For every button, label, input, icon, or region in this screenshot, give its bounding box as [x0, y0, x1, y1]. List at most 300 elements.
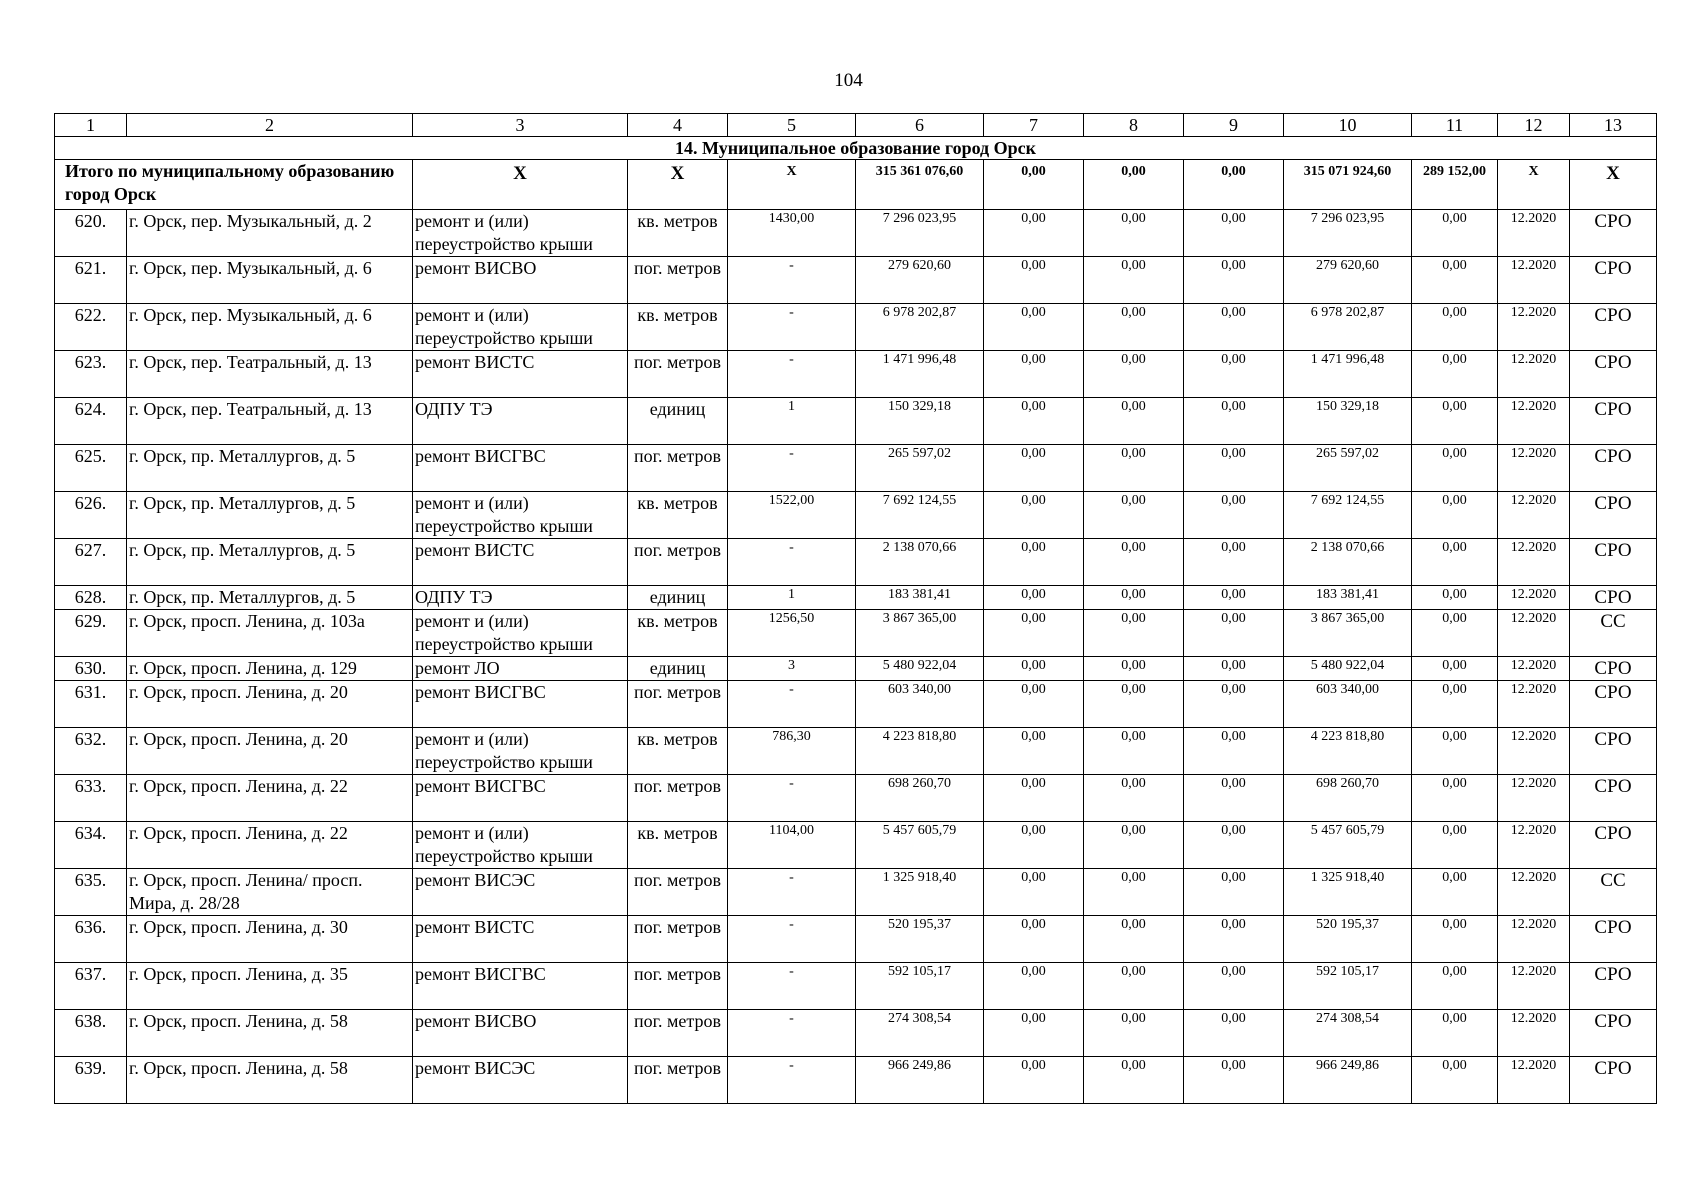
quantity-cell: 786,30 [728, 728, 856, 775]
table-row [55, 398, 1657, 445]
contractor-type-cell: СРО [1570, 210, 1657, 257]
unit-cell: кв. метров [628, 728, 728, 775]
total-cell: 315 361 076,60 [856, 160, 984, 210]
cost-col-11-cell: 0,00 [1412, 1010, 1498, 1057]
unit-cell: пог. метров [628, 775, 728, 822]
unit-cell: кв. метров [628, 610, 728, 657]
cost-total-cell: 1 471 996,48 [856, 351, 984, 398]
quantity-cell: 3 [728, 657, 856, 681]
address-cell: г. Орск, пр. Металлургов, д. 5 [127, 445, 413, 492]
contractor-type-cell: СРО [1570, 1057, 1657, 1104]
row-number-cell: 637. [55, 963, 127, 1010]
work-type-cell: ремонт ВИСВО [413, 1010, 628, 1057]
contractor-type-cell: СРО [1570, 822, 1657, 869]
row-number-cell: 635. [55, 869, 127, 916]
cost-total-cell: 279 620,60 [856, 257, 984, 304]
address-cell: г. Орск, просп. Ленина, д. 22 [127, 822, 413, 869]
unit-cell: кв. метров [628, 492, 728, 539]
cost-col-7-cell: 0,00 [984, 775, 1084, 822]
table-row [55, 681, 1657, 728]
cost-col-7-cell: 0,00 [984, 304, 1084, 351]
unit-cell: кв. метров [628, 210, 728, 257]
work-type-cell: ремонт и (или) переустройство крыши [413, 822, 628, 869]
cost-col-8-cell: 0,00 [1084, 351, 1184, 398]
total-cell: 315 071 924,60 [1284, 160, 1412, 210]
unit-cell: пог. метров [628, 1010, 728, 1057]
cost-col-10-cell: 966 249,86 [1284, 1057, 1412, 1104]
completion-date-cell: 12.2020 [1498, 210, 1570, 257]
unit-cell: кв. метров [628, 822, 728, 869]
address-cell: г. Орск, пр. Металлургов, д. 5 [127, 492, 413, 539]
column-number: 6 [856, 114, 984, 137]
completion-date-cell: 12.2020 [1498, 257, 1570, 304]
address-cell: г. Орск, пер. Музыкальный, д. 6 [127, 304, 413, 351]
cost-col-9-cell: 0,00 [1184, 257, 1284, 304]
cost-col-9-cell: 0,00 [1184, 963, 1284, 1010]
cost-col-10-cell: 4 223 818,80 [1284, 728, 1412, 775]
cost-total-cell: 592 105,17 [856, 963, 984, 1010]
cost-col-7-cell: 0,00 [984, 916, 1084, 963]
cost-col-7-cell: 0,00 [984, 869, 1084, 916]
completion-date-cell: 12.2020 [1498, 822, 1570, 869]
work-type-cell: ремонт ВИСТС [413, 916, 628, 963]
contractor-type-cell: СС [1570, 869, 1657, 916]
unit-cell: пог. метров [628, 539, 728, 586]
cost-col-10-cell: 1 471 996,48 [1284, 351, 1412, 398]
cost-col-7-cell: 0,00 [984, 1010, 1084, 1057]
unit-cell: единиц [628, 657, 728, 681]
completion-date-cell: 12.2020 [1498, 657, 1570, 681]
address-cell: г. Орск, просп. Ленина, д. 58 [127, 1010, 413, 1057]
completion-date-cell: 12.2020 [1498, 586, 1570, 610]
work-type-cell: ремонт ВИСВО [413, 257, 628, 304]
table-row [55, 610, 1657, 657]
quantity-cell: - [728, 1010, 856, 1057]
work-type-cell: ОДПУ ТЭ [413, 398, 628, 445]
work-type-cell: ремонт и (или) переустройство крыши [413, 210, 628, 257]
row-number-cell: 633. [55, 775, 127, 822]
row-number-cell: 625. [55, 445, 127, 492]
contractor-type-cell: СРО [1570, 728, 1657, 775]
table-row [55, 775, 1657, 822]
quantity-cell: - [728, 351, 856, 398]
cost-col-10-cell: 603 340,00 [1284, 681, 1412, 728]
work-type-cell: ремонт ВИСЭС [413, 1057, 628, 1104]
cost-col-8-cell: 0,00 [1084, 963, 1184, 1010]
cost-col-10-cell: 5 457 605,79 [1284, 822, 1412, 869]
cost-col-11-cell: 0,00 [1412, 586, 1498, 610]
cost-total-cell: 698 260,70 [856, 775, 984, 822]
quantity-cell: 1 [728, 586, 856, 610]
column-number-row [55, 114, 1657, 137]
table-row [55, 539, 1657, 586]
column-number: 3 [413, 114, 628, 137]
cost-total-cell: 5 480 922,04 [856, 657, 984, 681]
unit-cell: пог. метров [628, 681, 728, 728]
table-row [55, 1057, 1657, 1104]
row-number-cell: 622. [55, 304, 127, 351]
quantity-cell: 1430,00 [728, 210, 856, 257]
quantity-cell: - [728, 916, 856, 963]
cost-col-10-cell: 6 978 202,87 [1284, 304, 1412, 351]
column-number: 8 [1084, 114, 1184, 137]
cost-col-9-cell: 0,00 [1184, 822, 1284, 869]
table-row [55, 351, 1657, 398]
cost-col-9-cell: 0,00 [1184, 610, 1284, 657]
work-type-cell: ОДПУ ТЭ [413, 586, 628, 610]
cost-col-11-cell: 0,00 [1412, 775, 1498, 822]
column-number: 10 [1284, 114, 1412, 137]
work-type-cell: ремонт ВИСГВС [413, 963, 628, 1010]
cost-col-9-cell: 0,00 [1184, 445, 1284, 492]
cost-total-cell: 966 249,86 [856, 1057, 984, 1104]
cost-col-7-cell: 0,00 [984, 539, 1084, 586]
table-row [55, 586, 1657, 610]
contractor-type-cell: СРО [1570, 775, 1657, 822]
address-cell: г. Орск, просп. Ленина/ просп. Мира, д. 28/28 [127, 869, 413, 916]
cost-total-cell: 183 381,41 [856, 586, 984, 610]
row-number-cell: 627. [55, 539, 127, 586]
cost-col-10-cell: 1 325 918,40 [1284, 869, 1412, 916]
cost-col-7-cell: 0,00 [984, 445, 1084, 492]
column-number: 1 [55, 114, 127, 137]
completion-date-cell: 12.2020 [1498, 445, 1570, 492]
unit-cell: пог. метров [628, 351, 728, 398]
work-type-cell: ремонт и (или) переустройство крыши [413, 492, 628, 539]
column-number: 12 [1498, 114, 1570, 137]
cost-col-8-cell: 0,00 [1084, 916, 1184, 963]
unit-cell: пог. метров [628, 1057, 728, 1104]
address-cell: г. Орск, пр. Металлургов, д. 5 [127, 586, 413, 610]
cost-col-7-cell: 0,00 [984, 657, 1084, 681]
cost-col-8-cell: 0,00 [1084, 657, 1184, 681]
table-row [55, 869, 1657, 916]
total-cell: 0,00 [1084, 160, 1184, 210]
cost-total-cell: 603 340,00 [856, 681, 984, 728]
row-number-cell: 630. [55, 657, 127, 681]
row-number-cell: 620. [55, 210, 127, 257]
row-number-cell: 621. [55, 257, 127, 304]
cost-col-10-cell: 520 195,37 [1284, 916, 1412, 963]
table-row [55, 304, 1657, 351]
cost-col-10-cell: 2 138 070,66 [1284, 539, 1412, 586]
row-number-cell: 639. [55, 1057, 127, 1104]
cost-col-9-cell: 0,00 [1184, 869, 1284, 916]
contractor-type-cell: СРО [1570, 445, 1657, 492]
cost-total-cell: 3 867 365,00 [856, 610, 984, 657]
row-number-cell: 624. [55, 398, 127, 445]
cost-col-8-cell: 0,00 [1084, 869, 1184, 916]
unit-cell: пог. метров [628, 257, 728, 304]
cost-col-9-cell: 0,00 [1184, 775, 1284, 822]
section-title: 14. Муниципальное образование город Орск [55, 137, 1657, 160]
cost-col-8-cell: 0,00 [1084, 445, 1184, 492]
table-row [55, 492, 1657, 539]
quantity-cell: 1522,00 [728, 492, 856, 539]
cost-col-7-cell: 0,00 [984, 586, 1084, 610]
cost-col-9-cell: 0,00 [1184, 492, 1284, 539]
completion-date-cell: 12.2020 [1498, 916, 1570, 963]
cost-col-11-cell: 0,00 [1412, 728, 1498, 775]
address-cell: г. Орск, пер. Театральный, д. 13 [127, 351, 413, 398]
cost-col-9-cell: 0,00 [1184, 398, 1284, 445]
completion-date-cell: 12.2020 [1498, 610, 1570, 657]
cost-col-11-cell: 0,00 [1412, 492, 1498, 539]
work-type-cell: ремонт и (или) переустройство крыши [413, 728, 628, 775]
contractor-type-cell: СРО [1570, 916, 1657, 963]
cost-col-9-cell: 0,00 [1184, 1057, 1284, 1104]
cost-total-cell: 7 692 124,55 [856, 492, 984, 539]
cost-col-7-cell: 0,00 [984, 822, 1084, 869]
address-cell: г. Орск, пер. Театральный, д. 13 [127, 398, 413, 445]
completion-date-cell: 12.2020 [1498, 963, 1570, 1010]
cost-total-cell: 6 978 202,87 [856, 304, 984, 351]
quantity-cell: - [728, 963, 856, 1010]
cost-col-7-cell: 0,00 [984, 963, 1084, 1010]
work-type-cell: ремонт ВИСГВС [413, 681, 628, 728]
column-number: 9 [1184, 114, 1284, 137]
address-cell: г. Орск, просп. Ленина, д. 58 [127, 1057, 413, 1104]
quantity-cell: - [728, 775, 856, 822]
cost-col-11-cell: 0,00 [1412, 351, 1498, 398]
cost-col-9-cell: 0,00 [1184, 304, 1284, 351]
cost-col-8-cell: 0,00 [1084, 610, 1184, 657]
quantity-cell: - [728, 681, 856, 728]
row-number-cell: 626. [55, 492, 127, 539]
cost-col-10-cell: 7 692 124,55 [1284, 492, 1412, 539]
cost-col-11-cell: 0,00 [1412, 869, 1498, 916]
completion-date-cell: 12.2020 [1498, 492, 1570, 539]
cost-total-cell: 5 457 605,79 [856, 822, 984, 869]
cost-total-cell: 520 195,37 [856, 916, 984, 963]
cost-col-9-cell: 0,00 [1184, 539, 1284, 586]
cost-col-9-cell: 0,00 [1184, 657, 1284, 681]
quantity-cell: 1 [728, 398, 856, 445]
quantity-cell: - [728, 1057, 856, 1104]
column-number: 2 [127, 114, 413, 137]
address-cell: г. Орск, просп. Ленина, д. 129 [127, 657, 413, 681]
table-row [55, 822, 1657, 869]
row-number-cell: 638. [55, 1010, 127, 1057]
column-number: 11 [1412, 114, 1498, 137]
address-cell: г. Орск, пер. Музыкальный, д. 6 [127, 257, 413, 304]
cost-col-10-cell: 265 597,02 [1284, 445, 1412, 492]
address-cell: г. Орск, просп. Ленина, д. 22 [127, 775, 413, 822]
contractor-type-cell: СРО [1570, 657, 1657, 681]
row-number-cell: 632. [55, 728, 127, 775]
cost-col-10-cell: 592 105,17 [1284, 963, 1412, 1010]
work-type-cell: ремонт ВИСГВС [413, 775, 628, 822]
contractor-type-cell: СРО [1570, 351, 1657, 398]
cost-col-10-cell: 3 867 365,00 [1284, 610, 1412, 657]
completion-date-cell: 12.2020 [1498, 1010, 1570, 1057]
row-number-cell: 629. [55, 610, 127, 657]
column-number: 4 [628, 114, 728, 137]
completion-date-cell: 12.2020 [1498, 539, 1570, 586]
cost-col-11-cell: 0,00 [1412, 210, 1498, 257]
unit-cell: пог. метров [628, 445, 728, 492]
completion-date-cell: 12.2020 [1498, 351, 1570, 398]
table-row [55, 445, 1657, 492]
contractor-type-cell: СРО [1570, 304, 1657, 351]
address-cell: г. Орск, просп. Ленина, д. 103а [127, 610, 413, 657]
work-type-cell: ремонт ВИСГВС [413, 445, 628, 492]
contractor-type-cell: СРО [1570, 539, 1657, 586]
total-cell: Х [628, 160, 728, 210]
cost-col-8-cell: 0,00 [1084, 398, 1184, 445]
quantity-cell: - [728, 304, 856, 351]
row-number-cell: 631. [55, 681, 127, 728]
row-number-cell: 636. [55, 916, 127, 963]
completion-date-cell: 12.2020 [1498, 728, 1570, 775]
cost-col-11-cell: 0,00 [1412, 445, 1498, 492]
completion-date-cell: 12.2020 [1498, 681, 1570, 728]
cost-col-11-cell: 0,00 [1412, 963, 1498, 1010]
address-cell: г. Орск, просп. Ленина, д. 20 [127, 728, 413, 775]
cost-col-8-cell: 0,00 [1084, 257, 1184, 304]
cost-col-8-cell: 0,00 [1084, 586, 1184, 610]
table-row [55, 728, 1657, 775]
contractor-type-cell: СРО [1570, 963, 1657, 1010]
total-cell: 0,00 [984, 160, 1084, 210]
cost-col-9-cell: 0,00 [1184, 681, 1284, 728]
cost-col-7-cell: 0,00 [984, 1057, 1084, 1104]
cost-col-8-cell: 0,00 [1084, 539, 1184, 586]
cost-col-9-cell: 0,00 [1184, 351, 1284, 398]
row-number-cell: 628. [55, 586, 127, 610]
cost-total-cell: 265 597,02 [856, 445, 984, 492]
address-cell: г. Орск, просп. Ленина, д. 30 [127, 916, 413, 963]
completion-date-cell: 12.2020 [1498, 869, 1570, 916]
cost-col-10-cell: 698 260,70 [1284, 775, 1412, 822]
cost-col-7-cell: 0,00 [984, 257, 1084, 304]
cost-total-cell: 274 308,54 [856, 1010, 984, 1057]
cost-col-7-cell: 0,00 [984, 610, 1084, 657]
completion-date-cell: 12.2020 [1498, 398, 1570, 445]
cost-col-11-cell: 0,00 [1412, 304, 1498, 351]
cost-col-7-cell: 0,00 [984, 681, 1084, 728]
completion-date-cell: 12.2020 [1498, 775, 1570, 822]
cost-total-cell: 1 325 918,40 [856, 869, 984, 916]
page-number: 104 [834, 70, 863, 91]
cost-col-10-cell: 7 296 023,95 [1284, 210, 1412, 257]
address-cell: г. Орск, пр. Металлургов, д. 5 [127, 539, 413, 586]
contractor-type-cell: СРО [1570, 586, 1657, 610]
cost-col-8-cell: 0,00 [1084, 728, 1184, 775]
cost-total-cell: 150 329,18 [856, 398, 984, 445]
column-number: 7 [984, 114, 1084, 137]
cost-col-10-cell: 279 620,60 [1284, 257, 1412, 304]
unit-cell: кв. метров [628, 304, 728, 351]
completion-date-cell: 12.2020 [1498, 304, 1570, 351]
cost-col-7-cell: 0,00 [984, 492, 1084, 539]
cost-col-7-cell: 0,00 [984, 398, 1084, 445]
unit-cell: единиц [628, 398, 728, 445]
cost-col-11-cell: 0,00 [1412, 822, 1498, 869]
cost-col-8-cell: 0,00 [1084, 210, 1184, 257]
cost-col-10-cell: 274 308,54 [1284, 1010, 1412, 1057]
total-cell: 289 152,00 [1412, 160, 1498, 210]
cost-col-11-cell: 0,00 [1412, 610, 1498, 657]
cost-col-9-cell: 0,00 [1184, 728, 1284, 775]
cost-col-11-cell: 0,00 [1412, 539, 1498, 586]
cost-col-10-cell: 150 329,18 [1284, 398, 1412, 445]
contractor-type-cell: СРО [1570, 492, 1657, 539]
address-cell: г. Орск, просп. Ленина, д. 35 [127, 963, 413, 1010]
cost-col-8-cell: 0,00 [1084, 1057, 1184, 1104]
total-cell: X [1498, 160, 1570, 210]
cost-col-11-cell: 0,00 [1412, 657, 1498, 681]
column-number: 13 [1570, 114, 1657, 137]
quantity-cell: - [728, 445, 856, 492]
cost-col-9-cell: 0,00 [1184, 1010, 1284, 1057]
cost-col-11-cell: 0,00 [1412, 398, 1498, 445]
cost-col-10-cell: 183 381,41 [1284, 586, 1412, 610]
cost-col-9-cell: 0,00 [1184, 586, 1284, 610]
quantity-cell: - [728, 539, 856, 586]
address-cell: г. Орск, просп. Ленина, д. 20 [127, 681, 413, 728]
cost-col-8-cell: 0,00 [1084, 775, 1184, 822]
unit-cell: пог. метров [628, 869, 728, 916]
cost-col-7-cell: 0,00 [984, 351, 1084, 398]
cost-col-10-cell: 5 480 922,04 [1284, 657, 1412, 681]
completion-date-cell: 12.2020 [1498, 1057, 1570, 1104]
quantity-cell: - [728, 869, 856, 916]
address-cell: г. Орск, пер. Музыкальный, д. 2 [127, 210, 413, 257]
cost-col-8-cell: 0,00 [1084, 304, 1184, 351]
quantity-cell: 1256,50 [728, 610, 856, 657]
section-row [55, 137, 1657, 160]
total-label: Итого по муниципальному образованию город Орск [55, 160, 413, 210]
cost-col-8-cell: 0,00 [1084, 492, 1184, 539]
total-cell: Х [413, 160, 628, 210]
cost-col-11-cell: 0,00 [1412, 681, 1498, 728]
table-row [55, 657, 1657, 681]
table-row [55, 963, 1657, 1010]
work-type-cell: ремонт ЛО [413, 657, 628, 681]
table-row [55, 257, 1657, 304]
cost-col-8-cell: 0,00 [1084, 1010, 1184, 1057]
table-row [55, 916, 1657, 963]
cost-col-9-cell: 0,00 [1184, 210, 1284, 257]
total-row [55, 160, 1657, 210]
total-cell: Х [1570, 160, 1657, 210]
total-cell: X [728, 160, 856, 210]
cost-col-8-cell: 0,00 [1084, 822, 1184, 869]
quantity-cell: 1104,00 [728, 822, 856, 869]
unit-cell: пог. метров [628, 916, 728, 963]
quantity-cell: - [728, 257, 856, 304]
cost-total-cell: 2 138 070,66 [856, 539, 984, 586]
data-table [54, 113, 1657, 1104]
work-type-cell: ремонт ВИСЭС [413, 869, 628, 916]
contractor-type-cell: СРО [1570, 1010, 1657, 1057]
work-type-cell: ремонт ВИСТС [413, 351, 628, 398]
work-type-cell: ремонт ВИСТС [413, 539, 628, 586]
cost-col-11-cell: 0,00 [1412, 916, 1498, 963]
cost-col-8-cell: 0,00 [1084, 681, 1184, 728]
cost-total-cell: 7 296 023,95 [856, 210, 984, 257]
unit-cell: пог. метров [628, 963, 728, 1010]
total-cell: 0,00 [1184, 160, 1284, 210]
row-number-cell: 623. [55, 351, 127, 398]
work-type-cell: ремонт и (или) переустройство крыши [413, 610, 628, 657]
column-number: 5 [728, 114, 856, 137]
cost-total-cell: 4 223 818,80 [856, 728, 984, 775]
cost-col-11-cell: 0,00 [1412, 1057, 1498, 1104]
table-row [55, 1010, 1657, 1057]
contractor-type-cell: СРО [1570, 398, 1657, 445]
